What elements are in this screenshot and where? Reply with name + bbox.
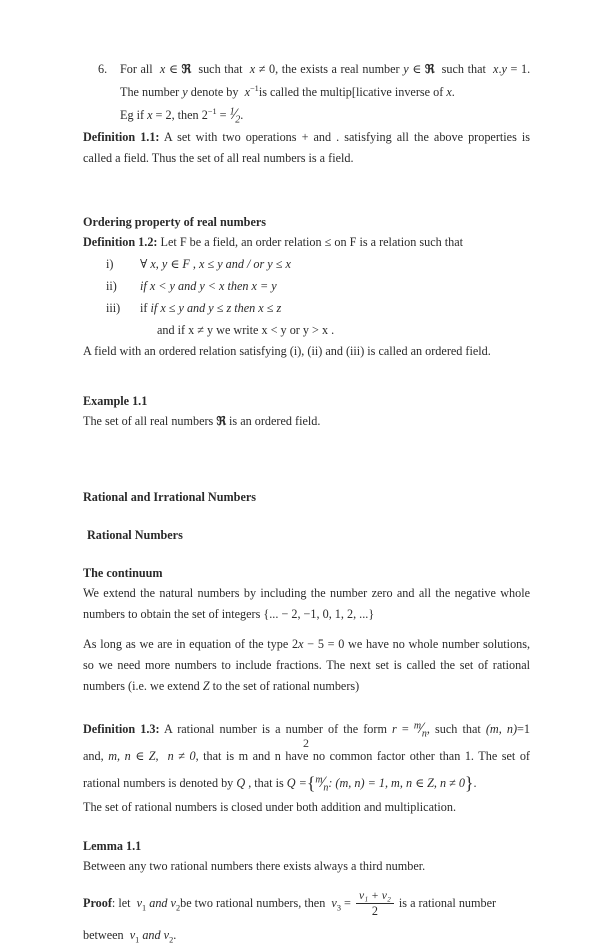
math-Q-definition: $Q =\{^m⁄_n$: (m, n) = 1, m, n ∈ Z, n ≠ 0} [286, 773, 474, 794]
math-pair-mn: (m, n) [485, 722, 518, 736]
list-item [83, 253, 530, 275]
ordering-property-heading: Ordering property of real numbers [83, 215, 267, 229]
math-v1-ref: $v_1$ [129, 928, 140, 945]
item6-line-2: The number y denote by $x^{-1}is$ called the multip[licative inverse of x. [120, 83, 455, 99]
fraction-m-over-n: $^m⁄_n$ [413, 720, 427, 740]
example-1-1-text: The set of all real numbers ℜ is an ordered field. [83, 414, 321, 428]
math-r-equals: r = [392, 722, 409, 736]
list-item [83, 275, 530, 297]
lemma-1-1-proof-line2: between $v_1$ and $v_2$. [83, 928, 177, 945]
ordering-continuation-line: and if x ≠ y we write x < y or y > x . [157, 323, 335, 337]
math-equals-one: =1 [517, 722, 530, 736]
definition-1-3-label: Definition 1.3: [83, 722, 160, 736]
math-real-symbol: ℜ [216, 414, 226, 428]
example-1-1-heading: Example 1.1 [83, 394, 148, 408]
definition-1-3-text-a: A rational number is a number of the form [159, 722, 387, 736]
the-continuum-heading: The continuum [83, 566, 163, 580]
math-y-in-R: y ∈ ℜ [403, 62, 435, 76]
ordering-closing-text: A field with an ordered relation satisfying (i), (ii) and (iii) is called an ordered field. [83, 344, 491, 358]
list-item-marker: ii) [106, 279, 117, 293]
definition-1-3-closing: The set of rational numbers is closed under both addition and multiplication. [83, 800, 456, 815]
list-item-marker: iii) [106, 301, 121, 315]
math-v2: $v_2$ [170, 896, 181, 913]
math-2x-minus-5: 2x − 5 = 0 [292, 637, 345, 651]
math-2-inverse-eq: $2^{-1}$ = [201, 106, 227, 122]
definition-1-2-label: Definition 1.2: [83, 235, 158, 249]
math-Z: Z [202, 679, 210, 693]
definition-1-2-text: Let F be a field, an order relation ≤ on F is a relation such that [157, 235, 464, 249]
list-item-text: if if x ≤ y and y ≤ z then x ≤ z [140, 301, 282, 315]
fraction-m-over-n-set: $^m⁄_n$ [315, 774, 329, 794]
definition-1-2 [83, 232, 530, 253]
lemma-1-1-heading: Lemma 1.1 [83, 839, 142, 854]
numbered-item-6 [83, 58, 530, 127]
rational-irrational-heading: Rational and Irrational Numbers [83, 490, 257, 504]
lemma-1-1-proof: Proof: let $v_1$ and $v_2be$ two rational numbers, then $v_3$ = $\frac{\text{v₁ + v₂}}{2}$ is a rational number [83, 888, 497, 918]
math-Q: Q [236, 776, 246, 791]
math-y: y [182, 85, 188, 99]
definition-1-1 [83, 127, 530, 169]
list-item-text: if x < y and y < x then x = y [140, 279, 277, 293]
fraction-v1-plus-v2-over-2: $\frac{\text{v₁ + v₂}}{2}$ [356, 889, 394, 919]
list-item-text: ∀ x, y ∈ F , x ≤ y and / or y ≤ x [140, 257, 291, 271]
math-v3: $v_3$ [331, 896, 341, 913]
math-x: x [446, 85, 452, 99]
fraction-one-half: $^1⁄_2$ [229, 106, 241, 126]
item6-line-1: For all x ∈ ℜ such that x ≠ 0, the exists a real number y ∈ ℜ such that x.y = 1. [120, 62, 531, 76]
lemma-1-1-statement: Between any two rational numbers there exists always a third number. [83, 859, 426, 874]
definition-1-1-label: Definition 1.1: [83, 130, 160, 144]
math-mn-in-Z: m, n ∈ Z, [108, 749, 159, 763]
math-x-in-R: x ∈ ℜ [159, 62, 192, 76]
list-item-marker: i) [106, 257, 114, 271]
math-v1: $v_1$ [136, 896, 147, 913]
math-integer-set: {... − 2, −1, 0, 1, 2, ...} [263, 607, 375, 621]
rational-numbers-heading: Rational Numbers [87, 528, 183, 542]
math-n-neq-0: n ≠ 0 [167, 749, 196, 763]
definition-1-3: Definition 1.3: A rational number is a number of the form $r = ^m⁄_n$, such that (m, n)=1 and, m, n ∈ Z, n ≠ 0, that is m and n have no common factor other than 1. The set of rational numbers is denoted by Q , that is $Q =\{^m⁄_n$: (m, n) = 1, m, n ∈ Z, n ≠ 0}. [83, 720, 530, 794]
list-item [83, 297, 530, 319]
page-content [83, 58, 530, 950]
ordering-axiom-list [83, 253, 530, 319]
item-marker: 6. [98, 62, 108, 76]
continuum-paragraph: We extend the natural numbers by including the number zero and all the negative whole numbers to obtain the set of integers {... − 2, −1, 0, 1, 2, ...} [83, 586, 530, 621]
definition-1-1-text: A set with two operations + and . satisfying all the above properties is called a field. Thus the set of all real numbers is a field. [83, 130, 530, 165]
math-x-eq-2: x = 2 [147, 108, 172, 122]
item6-line-3: Eg if x = 2, then $2^{-1}$ = $^1⁄_2$. [120, 106, 244, 126]
page-number: 2 [303, 736, 309, 750]
math-x-inverse: $x^{-1}$ [244, 83, 259, 99]
math-x-neq-0: x ≠ 0 [249, 62, 276, 76]
proof-label: Proof [83, 896, 112, 911]
math-v2-ref: $v_2$ [163, 928, 174, 945]
rational-need-paragraph: As long as we are in equation of the type 2x − 5 = 0 we have no whole number solutions, so we need more numbers to include fractions. The next set is called the set of rational numbers (i.e. we extend Z to the set of rational numbers) [83, 637, 531, 693]
math-xy-eq-1: x.y = 1 [493, 62, 528, 76]
